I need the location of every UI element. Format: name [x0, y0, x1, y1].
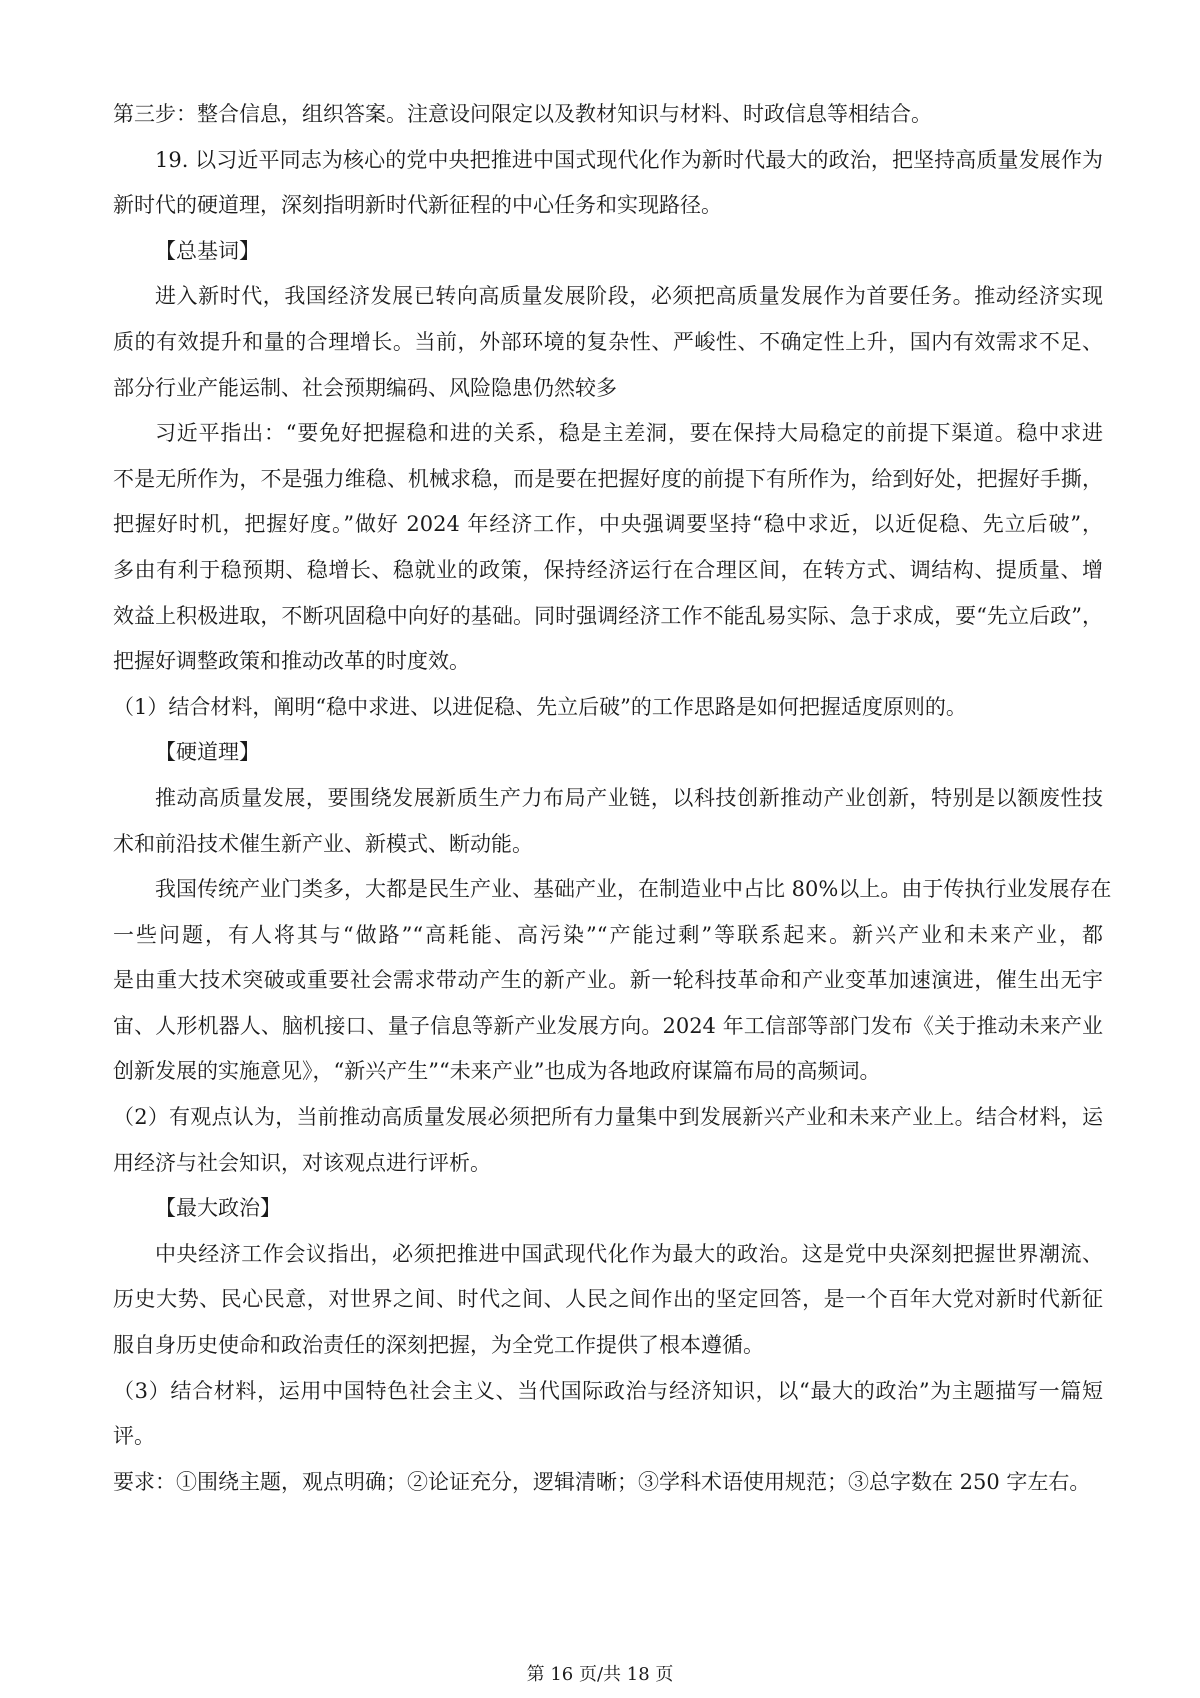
text-line: （1）结合材料，阐明“稳中求进、以进促稳、先立后破”的工作思路是如何把握适度原则的。 [113, 694, 967, 719]
text-line: 第三步：整合信息，组织答案。注意设问限定以及教材知识与材料、时政信息等相结合。 [113, 102, 932, 126]
text-line: （3）结合材料，运用中国特色社会主义、当代国际政治与经济知识，以“最大的政治”为主题描写一篇短 [113, 1378, 1103, 1403]
text-line: 术和前沿技术催生新产业、新模式、断动能。 [113, 831, 533, 856]
section-heading: 【总基词】 [155, 238, 260, 263]
text-line: 进入新时代，我国经济发展已转向高质量发展阶段，必须把高质量发展作为首要任务。推动经济实现 [155, 284, 1103, 309]
section-heading: 【最大政治】 [155, 1196, 281, 1221]
text-line: 习近平指出：“要免好把握稳和进的关系，稳是主差洞，要在保持大局稳定的前提下渠道。稳中求进 [155, 421, 1103, 446]
text-line: 19. 以习近平同志为核心的党中央把推进中国式现代化作为新时代最大的政治，把坚持高质量发展作为 [155, 147, 1103, 172]
text-line: 要求：①围绕主题，观点明确；②论证充分，逻辑清晰；③学科术语使用规范；③总字数在 250 字左右。 [113, 1469, 1091, 1494]
text-line: 评。 [113, 1424, 155, 1449]
text-line: 不是无所作为，不是强力维稳、机械求稳，而是要在把握好度的前提下有所作为，给到好处，把握好手撕， [113, 466, 1103, 491]
text-line: 效益上积极进取，不断巩固稳中向好的基础。同时强调经济工作不能乱易实际、急于求成，要“先立后政”， [113, 603, 1103, 628]
section-heading: 【硬道理】 [155, 740, 260, 765]
text-line: 推动高质量发展，要围绕发展新质生产力布局产业链，以科技创新推动产业创新，特别是以额废性技 [155, 785, 1103, 810]
text-line: 服自身历史使命和政治责任的深刻把握，为全党工作提供了根本遵循。 [113, 1333, 764, 1358]
text-line: （2）有观点认为，当前推动高质量发展必须把所有力量集中到发展新兴产业和未来产业上。结合材料，运 [113, 1105, 1103, 1130]
text-line: 创新发展的实施意见》，“新兴产生”“未来产业”也成为各地政府谋篇布局的高频词。 [113, 1059, 881, 1084]
text-line: 一些问题，有人将其与“做路”“高耗能、高污染”“产能过剩”等联系起来。新兴产业和未来产业，都 [113, 922, 1103, 947]
text-line: 把握好调整政策和推动改革的时度效。 [113, 649, 470, 674]
document-body [113, 92, 1112, 1505]
text-line: 宙、人形机器人、脑机接口、量子信息等新产业发展方向。2024 年工信部等部门发布《关于推动未来产业 [113, 1013, 1103, 1038]
text-line: 中央经济工作会议指出，必须把推进中国武现代化作为最大的政治。这是党中央深刻把握世界潮流、 [155, 1241, 1103, 1266]
text-line: 历史大势、民心民意，对世界之间、时代之间、人民之间作出的坚定回答，是一个百年大党对新时代新征 [113, 1287, 1103, 1312]
text-line: 我国传统产业门类多，大都是民生产业、基础产业，在制造业中占比 80%以上。由于传执行业发展存在 [155, 877, 1112, 902]
text-line: 是由重大技术突破或重要社会需求带动产生的新产业。新一轮科技革命和产业变革加速演进，催生出无宇 [113, 968, 1103, 993]
page-number: 第 16 页/共 18 页 [526, 1664, 674, 1685]
text-line: 用经济与社会知识，对该观点进行评析。 [113, 1150, 491, 1175]
text-line: 部分行业产能运制、社会预期编码、风险隐患仍然较多 [113, 375, 617, 400]
text-line: 质的有效提升和量的合理增长。当前，外部环境的复杂性、严峻性、不确定性上升，国内有效需求不足、 [113, 329, 1103, 354]
text-line: 把握好时机，把握好度。”做好 2024 年经济工作，中央强调要坚持“稳中求近，以近促稳、先立后破”， [113, 512, 1103, 537]
text-line: 新时代的硬道理，深刻指明新时代新征程的中心任务和实现路径。 [113, 193, 722, 218]
text-line: 多由有利于稳预期、稳增长、稳就业的政策，保持经济运行在合理区间，在转方式、调结构、提质量、增 [113, 557, 1103, 582]
